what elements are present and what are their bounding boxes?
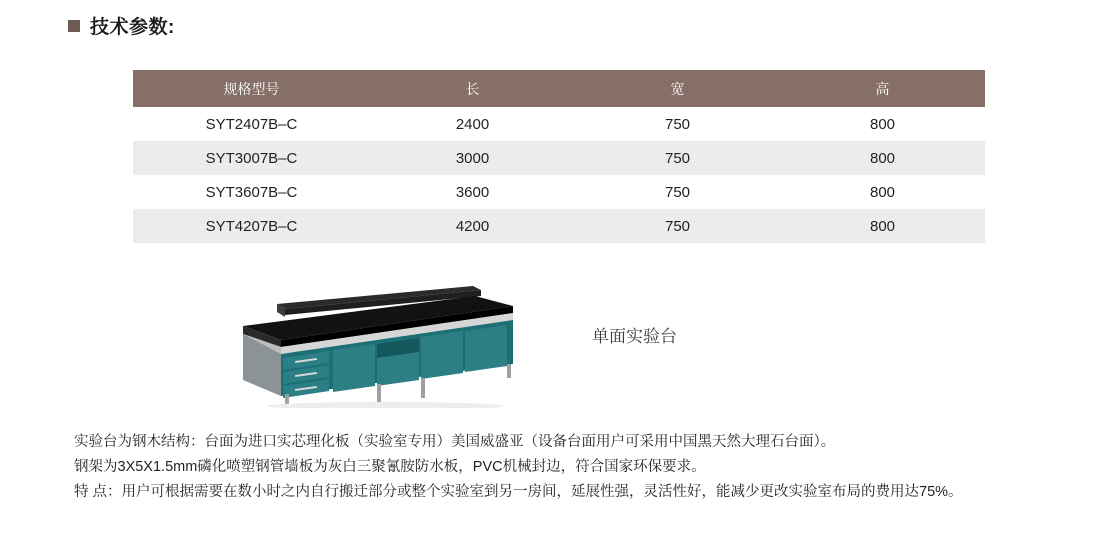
table-cell-length: 3000 <box>370 141 575 175</box>
table-header-cell-length: 长 <box>370 70 575 107</box>
table-cell-length: 3600 <box>370 175 575 209</box>
table-cell-model: SYT4207B–C <box>133 209 370 243</box>
table-header-cell-width: 宽 <box>575 70 780 107</box>
table-cell-height: 800 <box>780 209 985 243</box>
table-cell-length: 4200 <box>370 209 575 243</box>
specification-table <box>133 70 985 243</box>
table-header-cell-model: 规格型号 <box>133 70 370 107</box>
description-line-2: 钢架为3X5X1.5mm磷化喷塑钢管墙板为灰白三聚氰胺防水板，PVC机械封边，符合国家环保要求。 <box>74 459 706 475</box>
table-header-row <box>133 70 985 107</box>
description-line-1: 实验台为钢木结构：台面为进口实芯理化板（实验室专用）美国威盛亚（设备台面用户可采用中国黑天然大理石台面）。 <box>74 434 836 450</box>
square-bullet-icon <box>68 20 80 32</box>
table-cell-width: 750 <box>575 107 780 141</box>
table-row <box>133 175 985 209</box>
table-cell-length: 2400 <box>370 107 575 141</box>
description-block <box>74 430 1039 505</box>
table-row <box>133 209 985 243</box>
page-title <box>68 12 175 39</box>
table-cell-height: 800 <box>780 141 985 175</box>
table-cell-model: SYT2407B–C <box>133 107 370 141</box>
table-cell-height: 800 <box>780 175 985 209</box>
table-cell-width: 750 <box>575 209 780 243</box>
page-title-text: 技术参数: <box>90 17 175 38</box>
table-cell-width: 750 <box>575 141 780 175</box>
table-row <box>133 107 985 141</box>
table-cell-height: 800 <box>780 107 985 141</box>
description-line-3: 特 点：用户可根据需要在数小时之内自行搬迁部分或整个实验室到另一房间，延展性强，灵活性好，能减少更改实验室布局的费用达75%。 <box>74 484 963 500</box>
table-header-cell-height: 高 <box>780 70 985 107</box>
table-row <box>133 141 985 175</box>
lab-bench-illustration <box>225 268 525 408</box>
table-cell-model: SYT3007B–C <box>133 141 370 175</box>
figure-caption: 单面实验台 <box>592 327 677 346</box>
table-cell-width: 750 <box>575 175 780 209</box>
table-cell-model: SYT3607B–C <box>133 175 370 209</box>
